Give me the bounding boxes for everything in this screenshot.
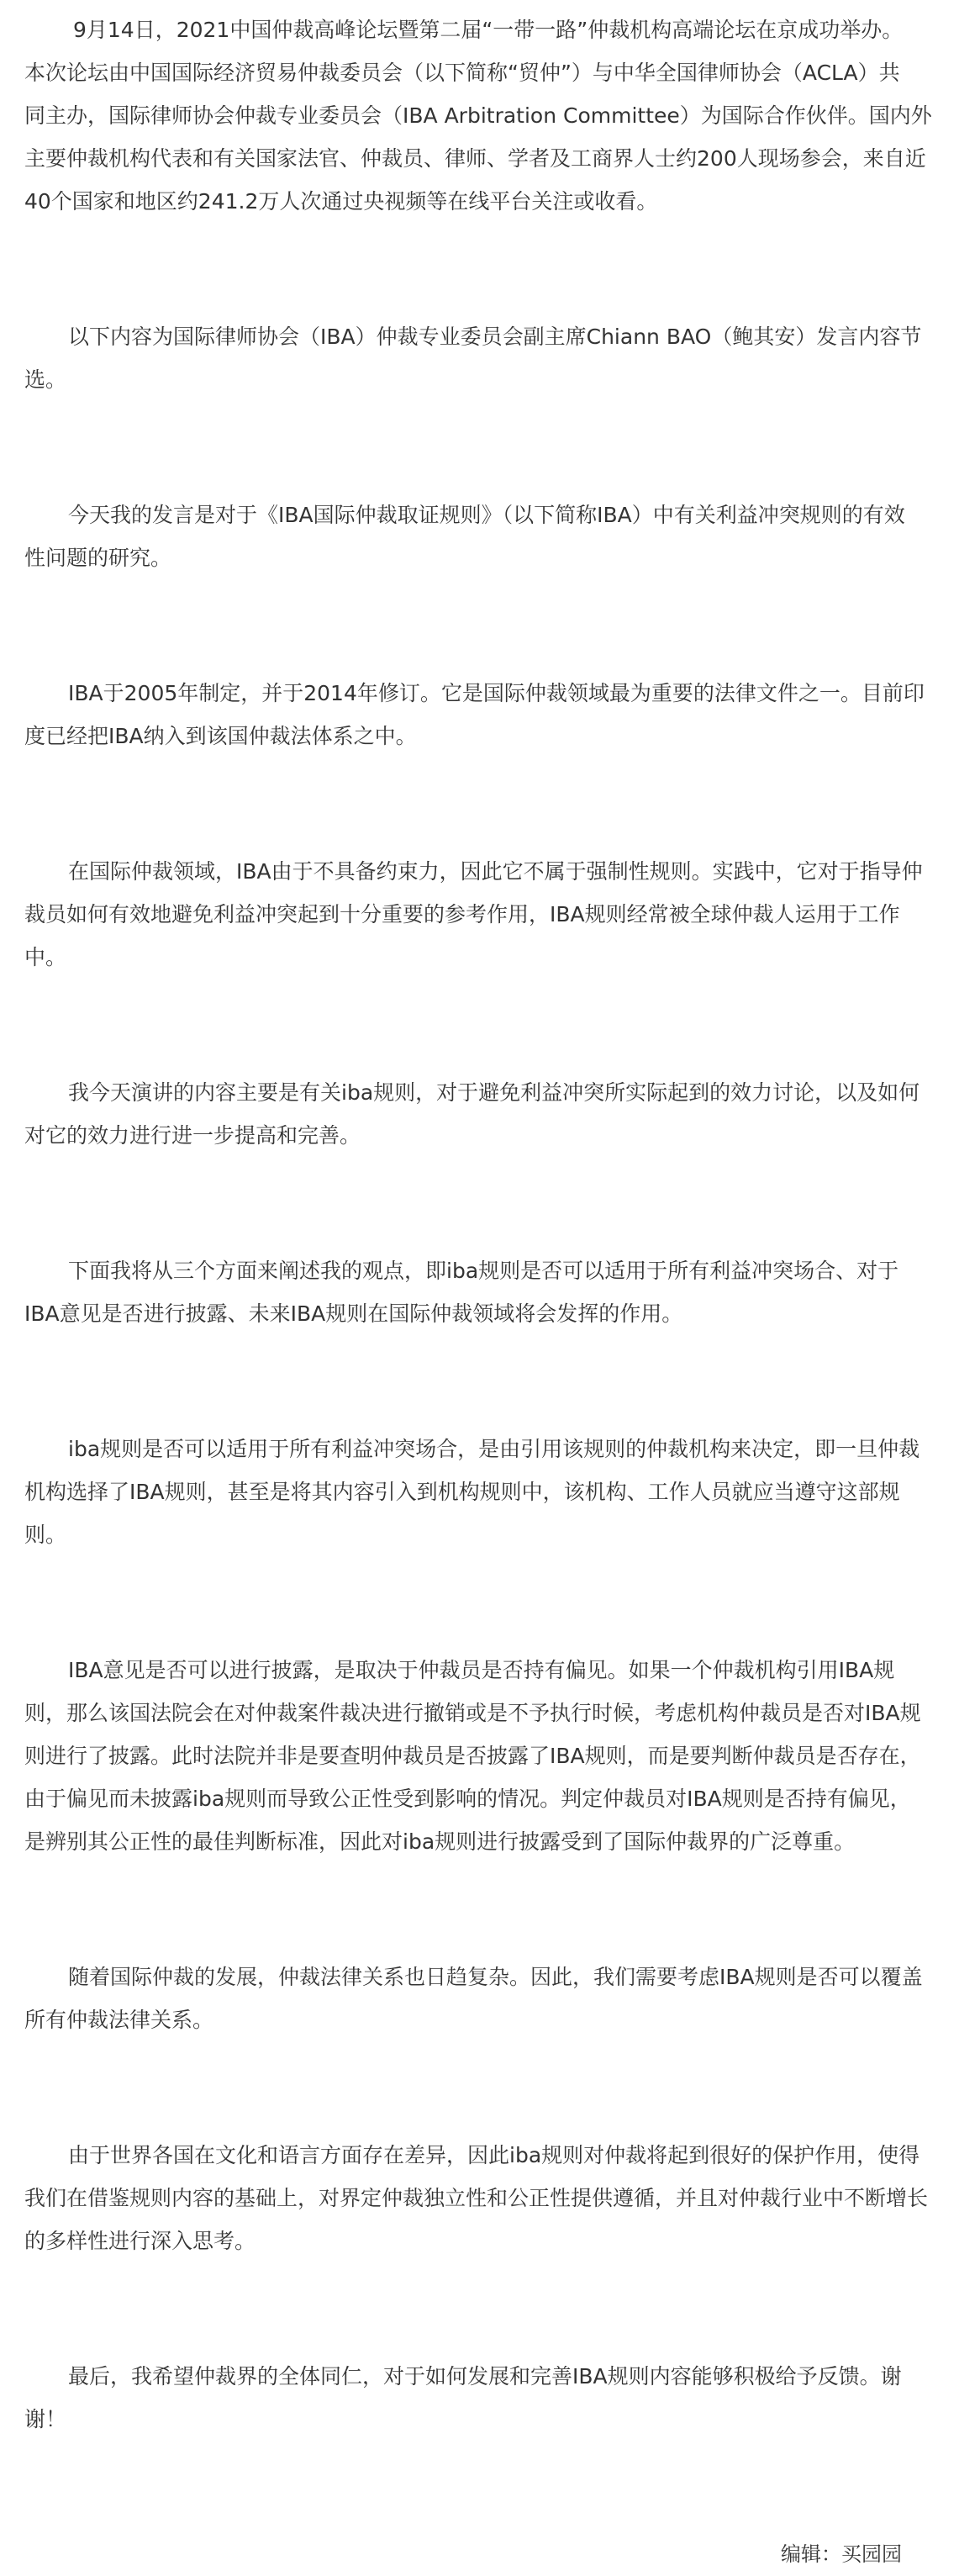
text-line: 同主办，国际律师协会仲裁专业委员会（IBA Arbitration Committee）为国际合作伙伴。国内外 bbox=[24, 103, 932, 128]
text-line: 度已经把IBA纳入到该国仲裁法体系之中。 bbox=[24, 724, 417, 748]
text-line: 由于世界各国在文化和语言方面存在差异，因此iba规则对仲裁将起到很好的保护作用，使得 bbox=[68, 2143, 920, 2167]
paragraph-iba-role bbox=[24, 850, 934, 979]
paragraph-topic bbox=[24, 494, 934, 579]
paragraph-speech-intro bbox=[24, 315, 934, 401]
text-line: IBA意见是否可以进行披露，是取决于仲裁员是否持有偏见。如果一个仲裁机构引用IBA规 bbox=[68, 1658, 895, 1682]
text-line: 是辨别其公正性的最佳判断标准，因此对iba规则进行披露受到了国际仲裁界的广泛尊重。 bbox=[24, 1829, 856, 1854]
text-line: 选。 bbox=[24, 367, 67, 392]
text-line: 我们在借鉴规则内容的基础上，对界定仲裁独立性和公正性提供遵循，并且对仲裁行业中不断增长 bbox=[24, 2186, 929, 2210]
paragraph-diversity bbox=[24, 2134, 934, 2262]
text-line: 我今天演讲的内容主要是有关iba规则，对于避免利益冲突所实际起到的效力讨论，以及如何 bbox=[68, 1080, 920, 1105]
paragraph-three-aspects bbox=[24, 1249, 934, 1335]
paragraph-speech-content bbox=[24, 1071, 934, 1157]
text-line: 9月14日，2021中国仲裁高峰论坛暨第二届“一带一路”仲裁机构高端论坛在京成功举办。 bbox=[73, 18, 904, 42]
text-line: 下面我将从三个方面来阐述我的观点，即iba规则是否可以适用于所有利益冲突场合、对于 bbox=[68, 1259, 899, 1283]
paragraph-applicability bbox=[24, 1428, 934, 1556]
text-line: 裁员如何有效地避免利益冲突起到十分重要的参考作用，IBA规则经常被全球仲裁人运用于工作 bbox=[24, 902, 900, 926]
text-line: 机构选择了IBA规则，甚至是将其内容引入到机构规则中，该机构、工作人员就应当遵守这部规 bbox=[24, 1480, 900, 1504]
text-line: 今天我的发言是对于《IBA国际仲裁取证规则》（以下简称IBA）中有关利益冲突规则的有效 bbox=[68, 503, 905, 527]
paragraph-disclosure bbox=[24, 1649, 934, 1863]
paragraph-closing bbox=[24, 2355, 934, 2441]
text-line: 对它的效力进行进一步提高和完善。 bbox=[24, 1123, 361, 1148]
text-line: 所有仲裁法律关系。 bbox=[24, 2008, 214, 2032]
text-line: 中。 bbox=[24, 945, 67, 969]
text-line: 则，那么该国法院会在对仲裁案件裁决进行撤销或是不予执行时候，考虑机构仲裁员是否对IBA规 bbox=[24, 1701, 921, 1725]
text-line: 主要仲裁机构代表和有关国家法官、仲裁员、律师、学者及工商界人士约200人现场参会，来自近 bbox=[24, 146, 926, 171]
text-line: 性问题的研究。 bbox=[24, 546, 172, 570]
text-line: iba规则是否可以适用于所有利益冲突场合，是由引用该规则的仲裁机构来决定，即一旦仲裁 bbox=[68, 1437, 920, 1461]
text-line: IBA意见是否进行披露、未来IBA规则在国际仲裁领域将会发挥的作用。 bbox=[24, 1301, 683, 1326]
paragraph-forum-intro bbox=[24, 8, 934, 223]
text-line: 在国际仲裁领域，IBA由于不具备约束力，因此它不属于强制性规则。实践中，它对于指导仲 bbox=[68, 859, 923, 884]
text-line: 则。 bbox=[24, 1523, 67, 1547]
text-line: IBA于2005年制定，并于2014年修订。它是国际仲裁领域最为重要的法律文件之一。目前印 bbox=[68, 681, 925, 705]
text-line: 的多样性进行深入思考。 bbox=[24, 2229, 256, 2253]
text-line: 则进行了披露。此时法院并非是要查明仲裁员是否披露了IBA规则，而是要判断仲裁员是否存在， bbox=[24, 1744, 921, 1768]
text-line: 以下内容为国际律师协会（IBA）仲裁专业委员会副主席Chiann BAO（鲍其安）发言内容节 bbox=[68, 325, 922, 349]
text-line: 随着国际仲裁的发展，仲裁法律关系也日趋复杂。因此，我们需要考虑IBA规则是否可以覆盖 bbox=[68, 1965, 923, 1989]
text-line: 谢！ bbox=[24, 2407, 67, 2431]
text-line: 本次论坛由中国国际经济贸易仲裁委员会（以下简称“贸仲”）与中华全国律师协会（ACLA）共 bbox=[24, 61, 900, 85]
text-line: 40个国家和地区约241.2万人次通过央视频等在线平台关注或收看。 bbox=[24, 189, 658, 214]
paragraph-development bbox=[24, 1956, 934, 2041]
paragraph-iba-history bbox=[24, 672, 934, 757]
text-line: 最后，我希望仲裁界的全体同仁，对于如何发展和完善IBA规则内容能够积极给予反馈。谢 bbox=[68, 2364, 902, 2389]
text-line: 由于偏见而未披露iba规则而导致公正性受到影响的情况。判定仲裁员对IBA规则是否持有偏见， bbox=[24, 1787, 911, 1811]
editor-credit: 编辑：买园园 bbox=[781, 2542, 902, 2566]
